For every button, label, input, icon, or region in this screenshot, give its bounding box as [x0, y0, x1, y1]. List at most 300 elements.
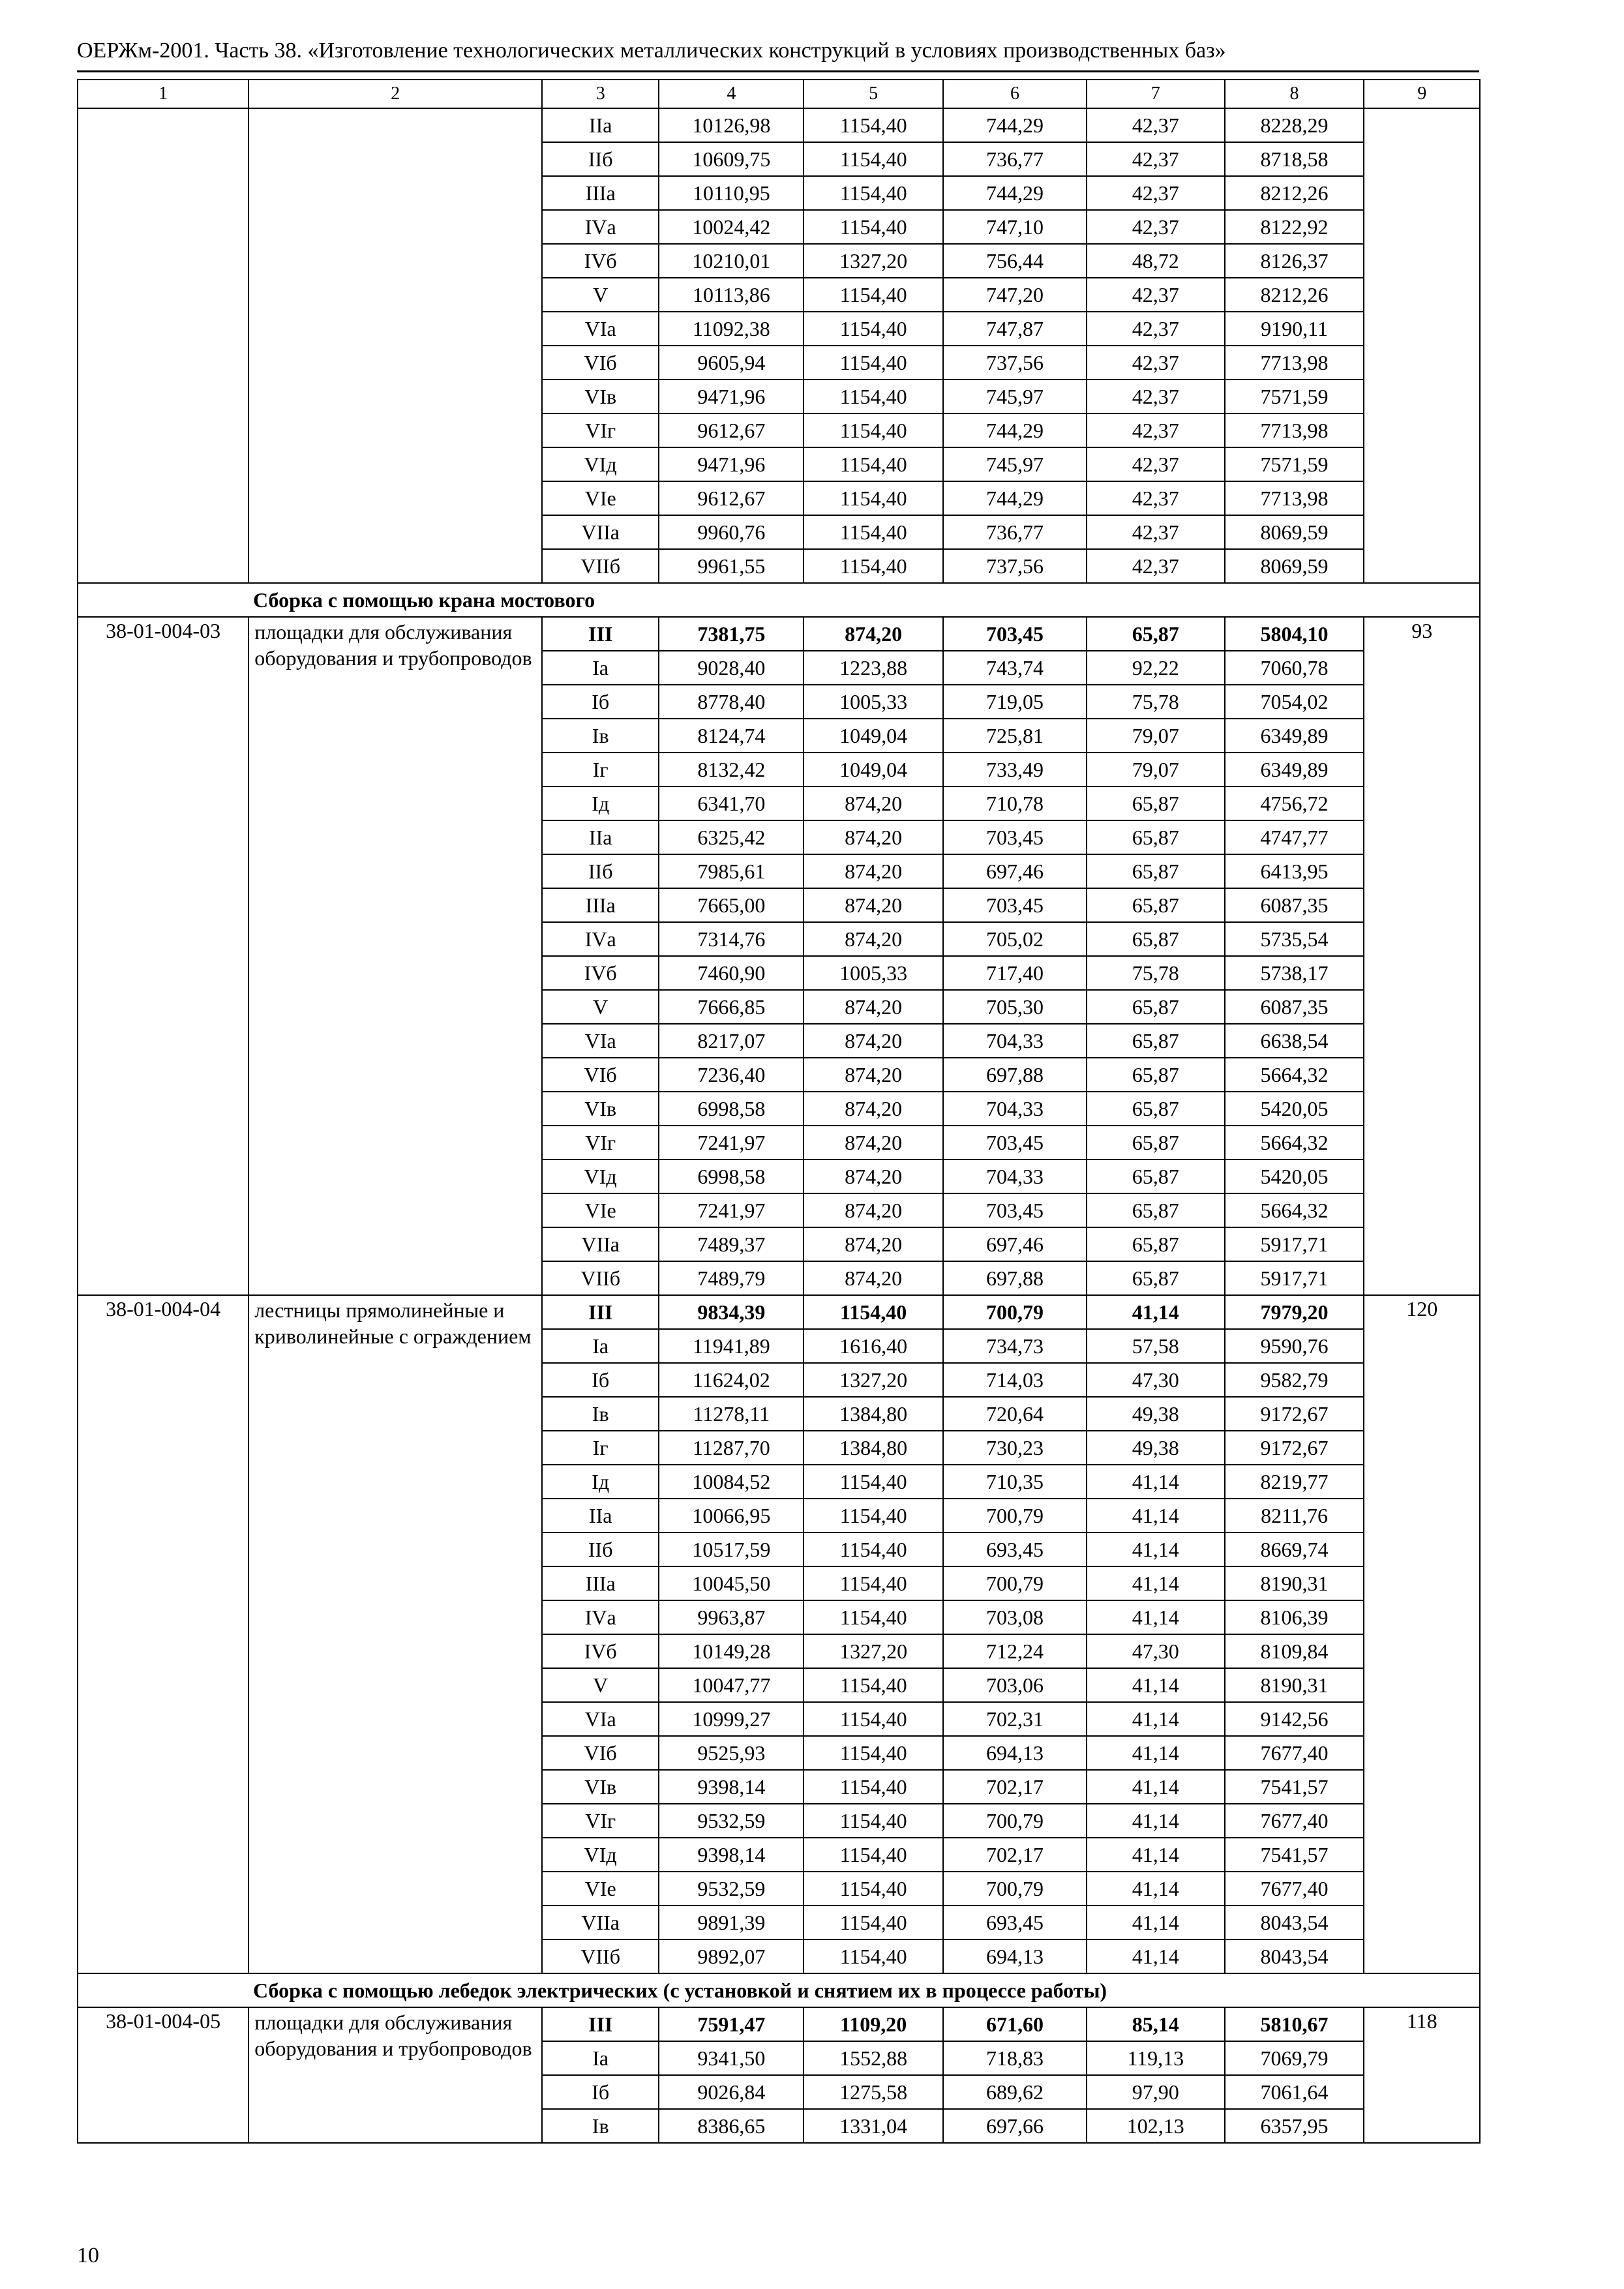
value-col7: 65,87 [1087, 1261, 1225, 1295]
value-col4: 10517,59 [659, 1533, 804, 1566]
value-col5: 1049,04 [804, 719, 943, 753]
value-col7: 42,37 [1087, 108, 1225, 142]
value-col8: 5917,71 [1225, 1261, 1364, 1295]
value-col4: 8217,07 [659, 1024, 804, 1058]
value-col5: 1049,04 [804, 753, 943, 786]
value-col4: 6998,58 [659, 1159, 804, 1193]
region-cell: VIIб [542, 549, 659, 583]
value-col4: 9532,59 [659, 1872, 804, 1906]
region-cell: VIв [542, 1770, 659, 1804]
region-cell: Iб [542, 685, 659, 719]
value-col4: 10126,98 [659, 108, 804, 142]
value-col6: 693,45 [943, 1533, 1087, 1566]
value-col7: 41,14 [1087, 1566, 1225, 1600]
rates-table [77, 79, 1481, 2144]
table-body [78, 80, 1480, 2143]
value-col7: 92,22 [1087, 651, 1225, 685]
value-col4: 10999,27 [659, 1702, 804, 1736]
value-col7: 42,37 [1087, 142, 1225, 176]
value-col7: 41,14 [1087, 1702, 1225, 1736]
value-col6: 712,24 [943, 1634, 1087, 1668]
value-col5: 874,20 [804, 1227, 943, 1261]
table-row [78, 1295, 1480, 1329]
value-col8: 7054,02 [1225, 685, 1364, 719]
value-col7: 41,14 [1087, 1295, 1225, 1329]
value-col8: 8228,29 [1225, 108, 1364, 142]
region-cell: VIIа [542, 515, 659, 549]
value-col7: 49,38 [1087, 1397, 1225, 1431]
value-col5: 1154,40 [804, 1702, 943, 1736]
value-col4: 9612,67 [659, 413, 804, 447]
value-col8: 7061,64 [1225, 2075, 1364, 2109]
value-col5: 1154,40 [804, 176, 943, 210]
value-col7: 41,14 [1087, 1770, 1225, 1804]
value-col8: 8106,39 [1225, 1600, 1364, 1634]
value-col6: 718,83 [943, 2041, 1087, 2075]
value-col5: 1154,40 [804, 1838, 943, 1872]
value-col4: 9026,84 [659, 2075, 804, 2109]
value-col6: 734,73 [943, 1329, 1087, 1363]
value-col4: 8386,65 [659, 2109, 804, 2143]
value-col8: 9582,79 [1225, 1363, 1364, 1397]
value-col7: 41,14 [1087, 1736, 1225, 1770]
value-col5: 1154,40 [804, 1804, 943, 1838]
value-col4: 9471,96 [659, 447, 804, 481]
region-cell: V [542, 278, 659, 312]
value-col4: 10084,52 [659, 1465, 804, 1499]
value-col5: 1154,40 [804, 210, 943, 244]
value-col8: 9172,67 [1225, 1397, 1364, 1431]
value-col7: 65,87 [1087, 922, 1225, 956]
value-col4: 10210,01 [659, 244, 804, 278]
value-col5: 874,20 [804, 1058, 943, 1092]
region-cell: VIг [542, 1804, 659, 1838]
region-cell: VIIб [542, 1261, 659, 1295]
value-col7: 65,87 [1087, 854, 1225, 888]
region-cell: VIе [542, 481, 659, 515]
value-col5: 1154,40 [804, 278, 943, 312]
value-col9: 93 [1364, 617, 1480, 1295]
value-col9 [1364, 108, 1480, 583]
value-col4: 10609,75 [659, 142, 804, 176]
value-col8: 7060,78 [1225, 651, 1364, 685]
value-col5: 1552,88 [804, 2041, 943, 2075]
value-col4: 9471,96 [659, 380, 804, 413]
value-col6: 736,77 [943, 142, 1087, 176]
value-col6: 700,79 [943, 1804, 1087, 1838]
value-col5: 1154,40 [804, 1566, 943, 1600]
region-cell: Iд [542, 786, 659, 820]
value-col6: 703,45 [943, 820, 1087, 854]
value-col5: 874,20 [804, 922, 943, 956]
value-col5: 1154,40 [804, 1465, 943, 1499]
work-name [248, 108, 542, 583]
value-col4: 7241,97 [659, 1126, 804, 1159]
table-row [78, 617, 1480, 651]
value-col8: 7677,40 [1225, 1804, 1364, 1838]
region-cell: IIIа [542, 888, 659, 922]
region-cell: Iв [542, 2109, 659, 2143]
value-col8: 5664,32 [1225, 1126, 1364, 1159]
value-col5: 1327,20 [804, 244, 943, 278]
region-cell: VIв [542, 380, 659, 413]
rate-code [78, 108, 248, 583]
value-col5: 1154,40 [804, 549, 943, 583]
value-col7: 42,37 [1087, 515, 1225, 549]
value-col7: 65,87 [1087, 1126, 1225, 1159]
value-col5: 1154,40 [804, 1872, 943, 1906]
value-col8: 5738,17 [1225, 956, 1364, 990]
value-col6: 737,56 [943, 549, 1087, 583]
value-col6: 744,29 [943, 176, 1087, 210]
value-col4: 11287,70 [659, 1431, 804, 1465]
value-col6: 703,06 [943, 1668, 1087, 1702]
value-col7: 41,14 [1087, 1465, 1225, 1499]
value-col4: 11092,38 [659, 312, 804, 346]
value-col6: 747,20 [943, 278, 1087, 312]
value-col4: 9028,40 [659, 651, 804, 685]
value-col8: 5735,54 [1225, 922, 1364, 956]
region-cell: IVб [542, 956, 659, 990]
value-col4: 9891,39 [659, 1906, 804, 1939]
value-col5: 1154,40 [804, 142, 943, 176]
value-col6: 697,66 [943, 2109, 1087, 2143]
value-col4: 9963,87 [659, 1600, 804, 1634]
value-col8: 7571,59 [1225, 447, 1364, 481]
column-number-row [78, 80, 1480, 108]
value-col6: 705,30 [943, 990, 1087, 1024]
value-col5: 874,20 [804, 820, 943, 854]
region-cell: VIв [542, 1092, 659, 1126]
region-cell: IIб [542, 142, 659, 176]
value-col5: 1005,33 [804, 685, 943, 719]
value-col4: 9532,59 [659, 1804, 804, 1838]
value-col4: 7460,90 [659, 956, 804, 990]
region-cell: III [542, 1295, 659, 1329]
region-cell: Iв [542, 719, 659, 753]
value-col7: 65,87 [1087, 888, 1225, 922]
value-col8: 8212,26 [1225, 278, 1364, 312]
region-cell: VIIб [542, 1939, 659, 1973]
value-col7: 102,13 [1087, 2109, 1225, 2143]
value-col4: 11624,02 [659, 1363, 804, 1397]
value-col6: 703,08 [943, 1600, 1087, 1634]
region-cell: VIг [542, 413, 659, 447]
value-col8: 7713,98 [1225, 413, 1364, 447]
value-col7: 41,14 [1087, 1499, 1225, 1533]
value-col8: 8212,26 [1225, 176, 1364, 210]
value-col5: 1154,40 [804, 515, 943, 549]
value-col4: 10066,95 [659, 1499, 804, 1533]
value-col8: 7541,57 [1225, 1770, 1364, 1804]
value-col5: 1154,40 [804, 413, 943, 447]
value-col6: 733,49 [943, 753, 1087, 786]
region-cell: IIа [542, 820, 659, 854]
value-col6: 702,17 [943, 1838, 1087, 1872]
value-col4: 7665,00 [659, 888, 804, 922]
header-rule [77, 70, 1479, 72]
value-col8: 8069,59 [1225, 549, 1364, 583]
value-col6: 703,45 [943, 1193, 1087, 1227]
value-col5: 1327,20 [804, 1634, 943, 1668]
region-cell: IIIа [542, 176, 659, 210]
value-col5: 1154,40 [804, 1295, 943, 1329]
region-cell: Iб [542, 2075, 659, 2109]
value-col5: 1327,20 [804, 1363, 943, 1397]
value-col5: 1005,33 [804, 956, 943, 990]
value-col7: 42,37 [1087, 210, 1225, 244]
value-col8: 6357,95 [1225, 2109, 1364, 2143]
column-number: 5 [804, 80, 943, 108]
value-col8: 8718,58 [1225, 142, 1364, 176]
value-col7: 42,37 [1087, 447, 1225, 481]
work-name: площадки для обслуживания оборудования и трубопроводов [248, 617, 542, 1295]
value-col5: 874,20 [804, 990, 943, 1024]
value-col6: 694,13 [943, 1736, 1087, 1770]
value-col6: 700,79 [943, 1566, 1087, 1600]
column-number: 9 [1364, 80, 1480, 108]
value-col5: 1154,40 [804, 346, 943, 380]
value-col4: 7591,47 [659, 2007, 804, 2041]
column-number: 8 [1225, 80, 1364, 108]
value-col8: 6087,35 [1225, 990, 1364, 1024]
region-cell: VIб [542, 346, 659, 380]
value-col4: 9605,94 [659, 346, 804, 380]
value-col5: 1154,40 [804, 108, 943, 142]
value-col8: 7677,40 [1225, 1872, 1364, 1906]
value-col4: 8124,74 [659, 719, 804, 753]
value-col4: 6998,58 [659, 1092, 804, 1126]
value-col6: 704,33 [943, 1159, 1087, 1193]
value-col8: 7571,59 [1225, 380, 1364, 413]
value-col8: 5420,05 [1225, 1159, 1364, 1193]
value-col5: 874,20 [804, 1193, 943, 1227]
column-number: 1 [78, 80, 248, 108]
value-col5: 1154,40 [804, 1736, 943, 1770]
rate-code: 38-01-004-03 [78, 617, 248, 1295]
column-number: 4 [659, 80, 804, 108]
value-col7: 42,37 [1087, 312, 1225, 346]
region-cell: Iг [542, 1431, 659, 1465]
value-col4: 9398,14 [659, 1838, 804, 1872]
region-cell: III [542, 617, 659, 651]
value-col5: 874,20 [804, 617, 943, 651]
column-number: 7 [1087, 80, 1225, 108]
value-col8: 6638,54 [1225, 1024, 1364, 1058]
region-cell: V [542, 1668, 659, 1702]
section-heading: Сборка с помощью крана мостового [78, 583, 1480, 617]
value-col6: 737,56 [943, 346, 1087, 380]
value-col7: 75,78 [1087, 685, 1225, 719]
region-cell: VIд [542, 447, 659, 481]
value-col6: 710,35 [943, 1465, 1087, 1499]
value-col8: 7713,98 [1225, 481, 1364, 515]
region-cell: VIб [542, 1058, 659, 1092]
value-col6: 702,17 [943, 1770, 1087, 1804]
value-col4: 7489,79 [659, 1261, 804, 1295]
value-col5: 1154,40 [804, 1939, 943, 1973]
section-heading: Сборка с помощью лебедок электрических (с установкой и снятием их в процессе работы) [78, 1973, 1480, 2007]
value-col6: 697,46 [943, 1227, 1087, 1261]
value-col7: 65,87 [1087, 1024, 1225, 1058]
value-col7: 41,14 [1087, 1668, 1225, 1702]
value-col4: 10047,77 [659, 1668, 804, 1702]
region-cell: IIа [542, 1499, 659, 1533]
value-col4: 9834,39 [659, 1295, 804, 1329]
value-col7: 48,72 [1087, 244, 1225, 278]
value-col7: 42,37 [1087, 481, 1225, 515]
value-col5: 1109,20 [804, 2007, 943, 2041]
value-col4: 9961,55 [659, 549, 804, 583]
value-col7: 41,14 [1087, 1600, 1225, 1634]
value-col8: 6349,89 [1225, 719, 1364, 753]
value-col7: 41,14 [1087, 1533, 1225, 1566]
value-col6: 743,74 [943, 651, 1087, 685]
value-col5: 1154,40 [804, 481, 943, 515]
column-number: 2 [248, 80, 542, 108]
region-cell: VIг [542, 1126, 659, 1159]
value-col5: 874,20 [804, 1024, 943, 1058]
value-col8: 5664,32 [1225, 1193, 1364, 1227]
region-cell: VIе [542, 1872, 659, 1906]
value-col6: 671,60 [943, 2007, 1087, 2041]
region-cell: Iб [542, 1363, 659, 1397]
region-cell: IIа [542, 108, 659, 142]
value-col5: 874,20 [804, 786, 943, 820]
value-col5: 1154,40 [804, 312, 943, 346]
region-cell: Iв [542, 1397, 659, 1431]
value-col5: 1154,40 [804, 1600, 943, 1634]
value-col7: 41,14 [1087, 1872, 1225, 1906]
value-col7: 41,14 [1087, 1838, 1225, 1872]
value-col6: 705,02 [943, 922, 1087, 956]
value-col5: 1384,80 [804, 1397, 943, 1431]
region-cell: IVа [542, 210, 659, 244]
value-col6: 720,64 [943, 1397, 1087, 1431]
value-col4: 7666,85 [659, 990, 804, 1024]
value-col5: 1223,88 [804, 651, 943, 685]
value-col4: 9960,76 [659, 515, 804, 549]
rate-code: 38-01-004-05 [78, 2007, 248, 2143]
region-cell: VIб [542, 1736, 659, 1770]
value-col4: 7985,61 [659, 854, 804, 888]
region-cell: VIа [542, 1702, 659, 1736]
value-col6: 703,45 [943, 1126, 1087, 1159]
value-col6: 697,88 [943, 1261, 1087, 1295]
value-col4: 10113,86 [659, 278, 804, 312]
value-col4: 7314,76 [659, 922, 804, 956]
value-col8: 5420,05 [1225, 1092, 1364, 1126]
table-row [78, 2007, 1480, 2041]
value-col7: 42,37 [1087, 413, 1225, 447]
work-name: площадки для обслуживания оборудования и трубопроводов [248, 2007, 542, 2143]
value-col5: 874,20 [804, 1261, 943, 1295]
value-col9: 120 [1364, 1295, 1480, 1973]
value-col7: 42,37 [1087, 549, 1225, 583]
value-col8: 7677,40 [1225, 1736, 1364, 1770]
value-col5: 1616,40 [804, 1329, 943, 1363]
value-col6: 747,87 [943, 312, 1087, 346]
value-col7: 41,14 [1087, 1939, 1225, 1973]
value-col6: 725,81 [943, 719, 1087, 753]
column-number: 3 [542, 80, 659, 108]
value-col7: 57,58 [1087, 1329, 1225, 1363]
value-col5: 1384,80 [804, 1431, 943, 1465]
region-cell: VIд [542, 1159, 659, 1193]
value-col6: 693,45 [943, 1906, 1087, 1939]
page-header-title: ОЕРЖм-2001. Часть 38. «Изготовление технологических металлических конструкций в условиях производственных баз» [77, 38, 1226, 63]
value-col7: 85,14 [1087, 2007, 1225, 2041]
value-col8: 8211,76 [1225, 1499, 1364, 1533]
value-col5: 1154,40 [804, 1499, 943, 1533]
value-col5: 874,20 [804, 1126, 943, 1159]
value-col4: 7381,75 [659, 617, 804, 651]
value-col8: 7541,57 [1225, 1838, 1364, 1872]
value-col7: 42,37 [1087, 176, 1225, 210]
region-cell: IVб [542, 1634, 659, 1668]
value-col8: 7713,98 [1225, 346, 1364, 380]
region-cell: Iа [542, 651, 659, 685]
value-col6: 697,46 [943, 854, 1087, 888]
value-col5: 1154,40 [804, 447, 943, 481]
value-col6: 717,40 [943, 956, 1087, 990]
region-cell: VIIа [542, 1906, 659, 1939]
value-col8: 4747,77 [1225, 820, 1364, 854]
value-col8: 4756,72 [1225, 786, 1364, 820]
value-col5: 1275,58 [804, 2075, 943, 2109]
value-col8: 8043,54 [1225, 1939, 1364, 1973]
value-col7: 65,87 [1087, 1227, 1225, 1261]
region-cell: IVа [542, 1600, 659, 1634]
value-col8: 8069,59 [1225, 515, 1364, 549]
value-col6: 704,33 [943, 1024, 1087, 1058]
region-cell: VIа [542, 312, 659, 346]
value-col6: 700,79 [943, 1295, 1087, 1329]
value-col4: 7489,37 [659, 1227, 804, 1261]
value-col4: 7241,97 [659, 1193, 804, 1227]
value-col4: 7236,40 [659, 1058, 804, 1092]
value-col4: 8778,40 [659, 685, 804, 719]
value-col5: 1154,40 [804, 1770, 943, 1804]
region-cell: VIд [542, 1838, 659, 1872]
table-row [78, 108, 1480, 142]
value-col8: 8219,77 [1225, 1465, 1364, 1499]
value-col6: 703,45 [943, 617, 1087, 651]
value-col6: 745,97 [943, 447, 1087, 481]
value-col5: 1154,40 [804, 1906, 943, 1939]
value-col7: 42,37 [1087, 346, 1225, 380]
region-cell: VIе [542, 1193, 659, 1227]
region-cell: IIIа [542, 1566, 659, 1600]
value-col6: 747,10 [943, 210, 1087, 244]
value-col6: 703,45 [943, 888, 1087, 922]
value-col8: 6087,35 [1225, 888, 1364, 922]
value-col4: 11941,89 [659, 1329, 804, 1363]
value-col4: 9892,07 [659, 1939, 804, 1973]
value-col8: 8126,37 [1225, 244, 1364, 278]
value-col7: 65,87 [1087, 1159, 1225, 1193]
value-col5: 1331,04 [804, 2109, 943, 2143]
value-col6: 697,88 [943, 1058, 1087, 1092]
value-col6: 736,77 [943, 515, 1087, 549]
value-col5: 874,20 [804, 888, 943, 922]
value-col8: 8122,92 [1225, 210, 1364, 244]
value-col7: 65,87 [1087, 1193, 1225, 1227]
region-cell: V [542, 990, 659, 1024]
rate-code: 38-01-004-04 [78, 1295, 248, 1973]
value-col4: 6325,42 [659, 820, 804, 854]
section-heading-row [78, 583, 1480, 617]
